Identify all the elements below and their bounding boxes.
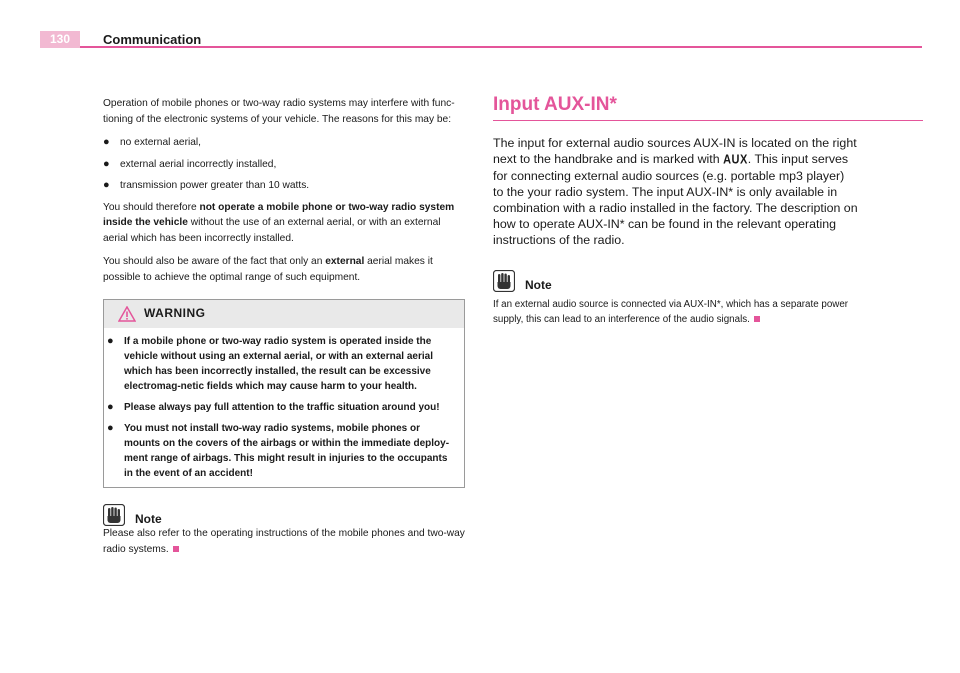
aux-symbol-icon: AUX — [723, 153, 748, 167]
chapter-title: Communication — [103, 32, 202, 47]
right-column — [493, 92, 923, 327]
list-item: ● external aerial incorrectly installed, — [103, 157, 465, 173]
note-text: Please also refer to the operating instructions of the mobile phones and two-way radio systems. — [103, 528, 465, 555]
bullet-icon: ● — [103, 179, 110, 191]
bullet-icon: ● — [107, 335, 114, 347]
bullet-icon: ● — [107, 422, 114, 434]
heading-rule — [493, 120, 923, 121]
list-item: ● transmission power greater than 10 watts. — [103, 178, 465, 194]
left-column — [103, 96, 465, 565]
section-end-square-icon — [173, 546, 179, 552]
list-item: ● You must not install two-way radio systems, mobile phones or mounts on the covers of the airbags or within the immediate deploy-ment range of airbags. This might result in injuries to the occupants in the event of an accident! — [107, 422, 450, 479]
page-number: 130 — [40, 31, 80, 48]
section-end-square-icon — [754, 316, 760, 322]
range-paragraph: You should also be aware of the fact that only an external aerial makes it possible to achieve the optimal range of such equipment. — [103, 256, 433, 283]
warning-header — [104, 300, 464, 328]
note-header — [103, 500, 465, 526]
list-item: ● Please always pay full attention to the traffic situation around you! — [107, 401, 440, 413]
section-heading: Input AUX-IN* — [493, 94, 617, 115]
note-hand-icon — [493, 270, 515, 292]
warning-triangle-icon — [118, 306, 136, 322]
note-text: If an external audio source is connected via AUX-IN*, which has a separate power supply, this can lead to an interference of the audio signals. — [493, 299, 849, 325]
warning-body — [104, 328, 464, 487]
note-hand-icon — [103, 504, 125, 526]
aerial-paragraph: You should therefore not operate a mobile phone or two-way radio system inside the vehicle without the use of an external aerial, or with an external aerial which has been incorrectly installed. — [103, 201, 455, 244]
list-item: ● no external aerial, — [103, 135, 465, 151]
note-title: Note — [135, 512, 162, 526]
bullet-icon: ● — [103, 136, 110, 148]
aux-paragraph: The input for external audio sources AUX-IN is located on the right next to the handbrake and is marked with AUX. This input serves for connecting external audio sources (e.g. portable mp3 player) to the your radio system. The input AUX-IN* is only available in combination with a radio installed in the factory. The description on how to operate AUX-IN* can be found in the relevant operating instructions of the radio. — [493, 136, 858, 247]
warning-box — [103, 299, 465, 488]
list-item: ● If a mobile phone or two-way radio system is operated inside the vehicle without using an external aerial, or with an external aerial which has been incorrectly installed, the result can be excessive electromag-netic fields which may cause harm to your health. — [107, 335, 433, 392]
note-title: Note — [525, 278, 552, 292]
warning-title: WARNING — [144, 306, 206, 321]
bullet-icon: ● — [107, 401, 114, 413]
note-header — [493, 266, 923, 292]
bullet-icon: ● — [103, 157, 110, 170]
intro-paragraph: Operation of mobile phones or two-way radio systems may interfere with func-tioning of the electronic systems of your vehicle. The reasons for this may be: — [103, 98, 455, 125]
